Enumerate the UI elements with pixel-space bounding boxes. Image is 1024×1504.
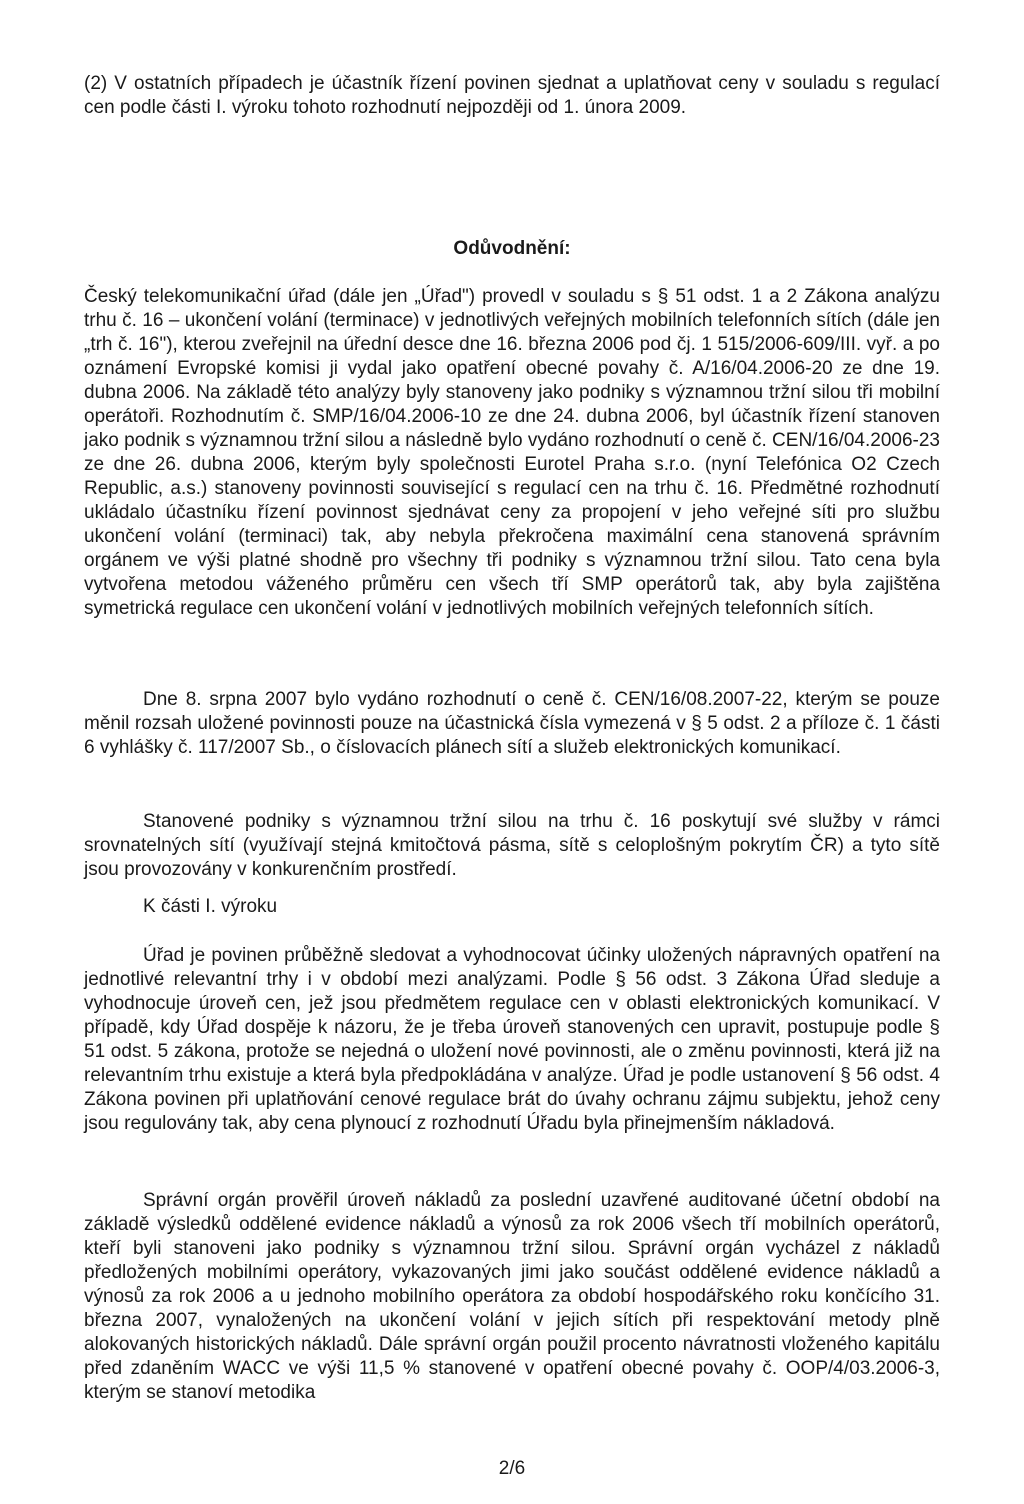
paragraph-smp-networks: Stanovené podniky s významnou tržní silou na trhu č. 16 poskytují své služby v rámci srovnatelných sítí (využívají stejná kmitočtová pásma, sítě s celoplošným pokrytím ČR) a tyto sítě jsou provozovány v konkurenčním prostředí. [84,811,940,880]
subheading-part-one: K části I. výroku [143,896,278,917]
paragraph-analysis: Český telekomunikační úřad (dále jen „Úřad") provedl v souladu s § 51 odst. 1 a 2 Zákona analýzu trhu č. 16 – ukončení volání (terminace) v jednotlivých veřejných mobilních telefonních sítích (dále jen „trh č. 16"), kterou zveřejnil na úřední desce dne 16. března 2006 pod čj. 1 515/2006-609/III. vyř. a po oznámení Evropské komisi ji vydal jako opatření obecné povahy č. A/16/04.2006-20 ze dne 19. dubna 2006. Na základě této analýzy byly stanoveny jako podniky s významnou tržní silou tři mobilní operátoři. Rozhodnutím č. SMP/16/04.2006-10 ze dne 24. dubna 2006, byl účastník řízení stanoven jako podnik s významnou tržní silou a následně bylo vydáno rozhodnutí o ceně č. CEN/16/04.2006-23 ze dne 26. dubna 2006, kterým byly společnosti Eurotel Praha s.r.o. (nyní Telefónica O2 Czech Republic, a.s.) stanoveny povinnosti související s regulací cen na trhu č. 16. Předmětné rozhodnutí ukládalo účastníku řízení povinnost sjednávat ceny za propojení v jeho veřejné síti pro službu ukončení volání (terminaci) tak, aby nebyla překročena maximální cena stanovená správním orgánem ve výši platné shodně pro všechny tři podniky s významnou tržní silou. Tato cena byla vytvořena metodou váženého průměru cen všech tří SMP operátorů tak, aby byla zajištěna symetrická regulace cen ukončení volání v jednotlivých mobilních veřejných telefonních sítích. [84,286,940,619]
paragraph-cost-review: Správní orgán prověřil úroveň nákladů za poslední uzavřené auditované účetní období na základě výsledků oddělené evidence nákladů a výnosů za rok 2006 všech tří mobilních operátorů, kteří byli stanoveni jako podniky s významnou tržní silou. Správní orgán vycházel z nákladů předložených mobilními operátory, vykazovaných jimi jako součást oddělené evidence nákladů a výnosů za rok 2006 a u jednoho mobilního operátora za období hospodářského roku končícího 31. března 2007, vynaložených na ukončení volání v jejich sítích při respektování metody plně alokovaných historických nákladů. Dále správní orgán použil procento návratnosti vloženého kapitálu před zdaněním WACC ve výši 11,5 % stanovené v opatření obecné povahy č. OOP/4/03.2006-3, kterým se stanoví metodika [84,1190,940,1403]
section-heading: Odůvodnění: [453,238,571,259]
page-number: 2/6 [498,1458,526,1479]
paragraph-office-duty: Úřad je povinen průběžně sledovat a vyhodnocovat účinky uložených nápravných opatření na jednotlivé relevantní trhy i v období mezi analýzami. Podle § 56 odst. 3 Zákona Úřad sleduje a vyhodnocuje úroveň cen, jež jsou předmětem regulace cen v oblasti elektronických komunikací. V případě, kdy Úřad dospěje k názoru, že je třeba úroveň stanovených cen upravit, postupuje podle § 51 odst. 5 zákona, protože se nejedná o uložení nové povinnosti, ale o změnu povinnosti, která již na relevantním trhu existuje a která byla předpokládána v analýze. Úřad je podle ustanovení § 56 odst. 4 Zákona povinen při uplatňování cenové regulace brát do úvahy ochranu zájmu subjektu, jehož ceny jsou regulovány tak, aby cena plynoucí z rozhodnutí Úřadu byla přinejmenším nákladová. [84,945,940,1134]
paragraph-decision-2007: Dne 8. srpna 2007 bylo vydáno rozhodnutí o ceně č. CEN/16/08.2007-22, kterým se pouze měnil rozsah uložené povinnosti pouze na účastnická čísla vymezená v § 5 odst. 2 a příloze č. 1 části 6 vyhlášky č. 117/2007 Sb., o číslovacích plánech sítí a služeb elektronických komunikací. [84,689,940,758]
intro-paragraph: (2) V ostatních případech je účastník řízení povinen sjednat a uplatňovat ceny v souladu s regulací cen podle části I. výroku tohoto rozhodnutí nejpozději od 1. února 2009. [84,73,940,118]
